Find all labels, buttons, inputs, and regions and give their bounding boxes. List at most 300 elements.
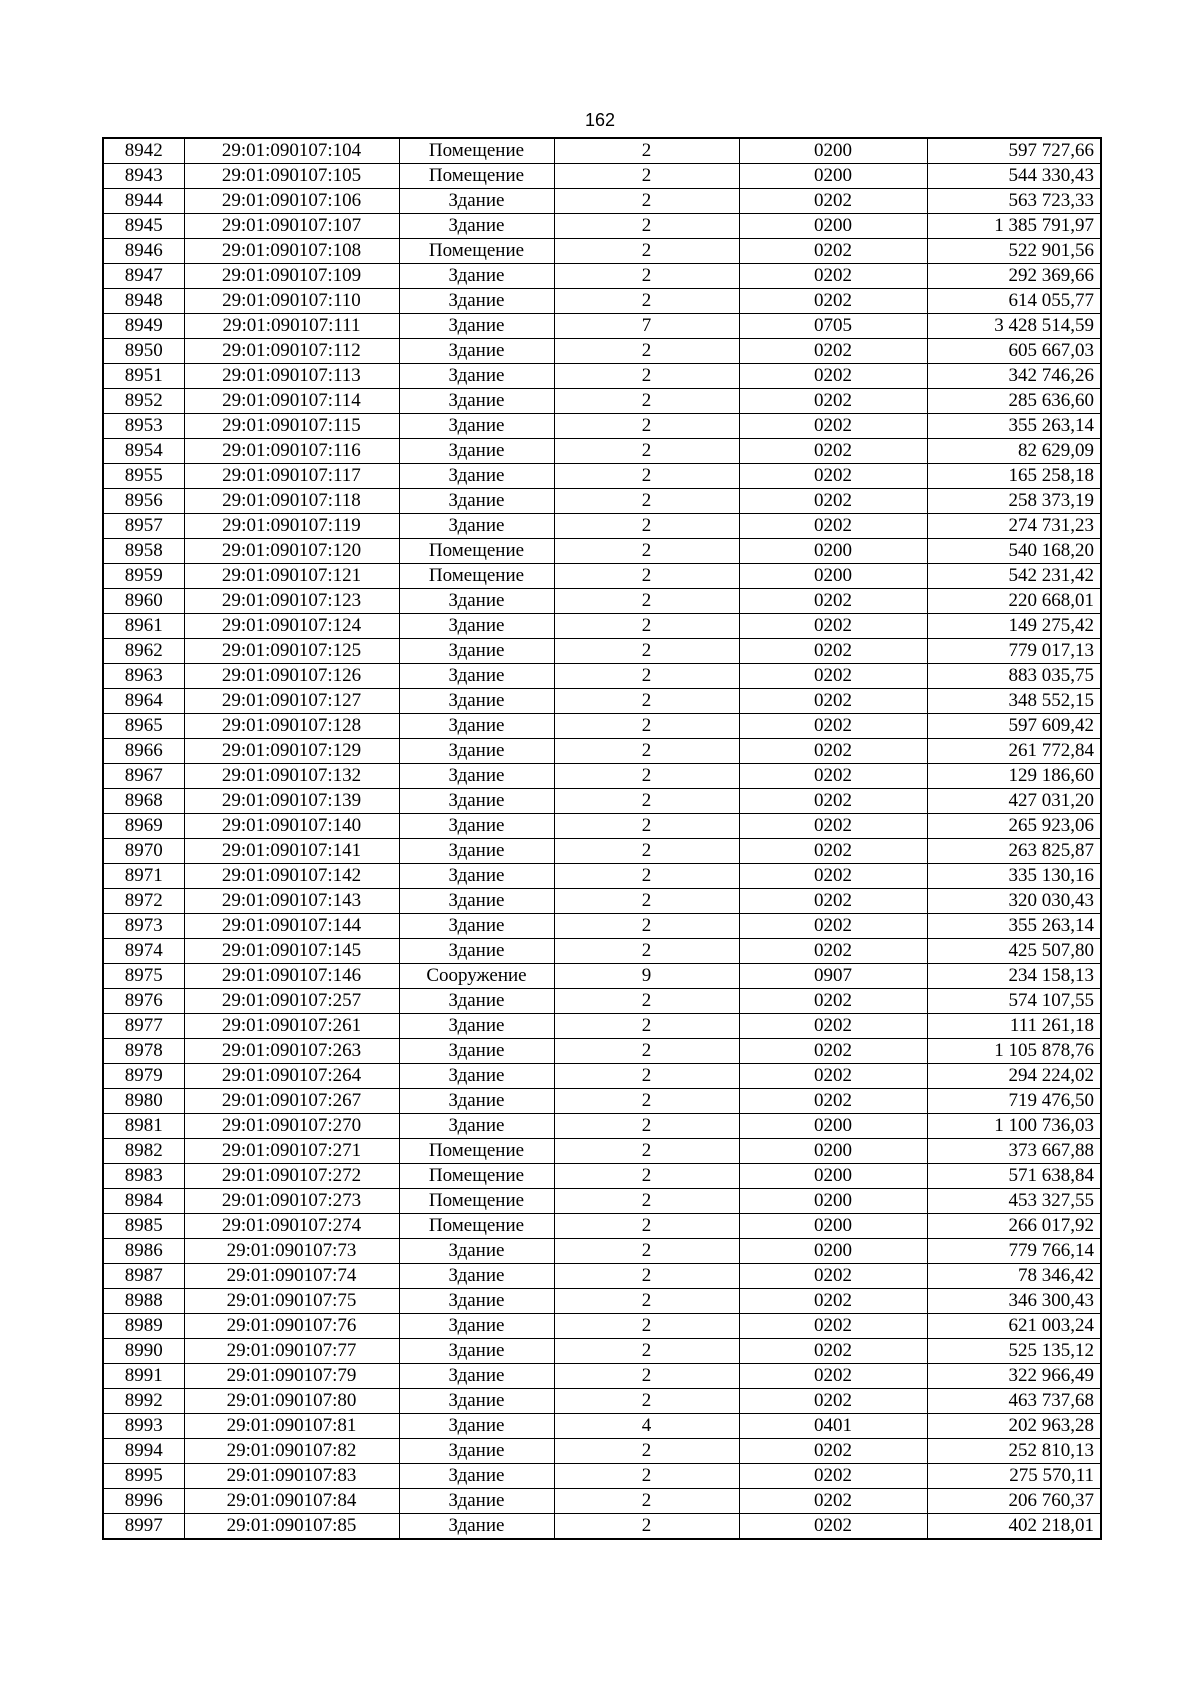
cadastral-number-cell: 29:01:090107:272 <box>184 1164 399 1189</box>
cadastral-number-cell: 29:01:090107:273 <box>184 1189 399 1214</box>
cadastral-number-cell: 29:01:090107:145 <box>184 939 399 964</box>
table-row <box>103 1039 1101 1064</box>
cadastral-value-cell: 883 035,75 <box>927 664 1101 689</box>
cadastral-value-cell: 542 231,42 <box>927 564 1101 589</box>
row-number-cell: 8961 <box>103 614 184 639</box>
group-cell: 2 <box>554 914 739 939</box>
group-cell: 2 <box>554 1039 739 1064</box>
row-number-cell: 8994 <box>103 1439 184 1464</box>
group-cell: 2 <box>554 439 739 464</box>
row-number-cell: 8943 <box>103 164 184 189</box>
row-number-cell: 8951 <box>103 364 184 389</box>
group-cell: 2 <box>554 514 739 539</box>
group-cell: 2 <box>554 689 739 714</box>
table-row <box>103 1164 1101 1189</box>
object-type-cell: Здание <box>399 339 554 364</box>
table-row <box>103 1389 1101 1414</box>
cadastral-number-cell: 29:01:090107:117 <box>184 464 399 489</box>
row-number-cell: 8944 <box>103 189 184 214</box>
cadastral-number-cell: 29:01:090107:75 <box>184 1289 399 1314</box>
subgroup-code-cell: 0202 <box>739 389 927 414</box>
subgroup-code-cell: 0200 <box>739 1139 927 1164</box>
cadastral-value-cell: 234 158,13 <box>927 964 1101 989</box>
cadastral-value-cell: 779 017,13 <box>927 639 1101 664</box>
cadastral-value-cell: 463 737,68 <box>927 1389 1101 1414</box>
object-type-cell: Помещение <box>399 164 554 189</box>
table-row <box>103 1289 1101 1314</box>
table-row <box>103 289 1101 314</box>
object-type-cell: Здание <box>399 864 554 889</box>
cadastral-value-cell: 265 923,06 <box>927 814 1101 839</box>
cadastral-value-cell: 1 100 736,03 <box>927 1114 1101 1139</box>
row-number-cell: 8960 <box>103 589 184 614</box>
table-row <box>103 639 1101 664</box>
group-cell: 2 <box>554 414 739 439</box>
table-row <box>103 714 1101 739</box>
cadastral-number-cell: 29:01:090107:143 <box>184 889 399 914</box>
table-row <box>103 664 1101 689</box>
cadastral-value-cell: 320 030,43 <box>927 889 1101 914</box>
row-number-cell: 8974 <box>103 939 184 964</box>
subgroup-code-cell: 0200 <box>739 1189 927 1214</box>
row-number-cell: 8989 <box>103 1314 184 1339</box>
subgroup-code-cell: 0202 <box>739 1464 927 1489</box>
object-type-cell: Здание <box>399 1414 554 1439</box>
table-row <box>103 1514 1101 1540</box>
cadastral-number-cell: 29:01:090107:104 <box>184 138 399 164</box>
row-number-cell: 8981 <box>103 1114 184 1139</box>
group-cell: 2 <box>554 739 739 764</box>
row-number-cell: 8990 <box>103 1339 184 1364</box>
object-type-cell: Здание <box>399 314 554 339</box>
table-row <box>103 1214 1101 1239</box>
table-row <box>103 914 1101 939</box>
row-number-cell: 8970 <box>103 839 184 864</box>
cadastral-value-cell: 275 570,11 <box>927 1464 1101 1489</box>
subgroup-code-cell: 0200 <box>739 1114 927 1139</box>
cadastral-value-cell: 165 258,18 <box>927 464 1101 489</box>
object-type-cell: Здание <box>399 364 554 389</box>
subgroup-code-cell: 0202 <box>739 414 927 439</box>
table-row <box>103 314 1101 339</box>
cadastral-value-cell: 252 810,13 <box>927 1439 1101 1464</box>
cadastral-number-cell: 29:01:090107:139 <box>184 789 399 814</box>
object-type-cell: Здание <box>399 689 554 714</box>
table-row <box>103 1264 1101 1289</box>
cadastral-number-cell: 29:01:090107:74 <box>184 1264 399 1289</box>
subgroup-code-cell: 0202 <box>739 189 927 214</box>
cadastral-number-cell: 29:01:090107:112 <box>184 339 399 364</box>
group-cell: 2 <box>554 989 739 1014</box>
group-cell: 2 <box>554 1364 739 1389</box>
object-type-cell: Здание <box>399 1089 554 1114</box>
table-row <box>103 814 1101 839</box>
object-type-cell: Здание <box>399 1364 554 1389</box>
cadastral-value-cell: 540 168,20 <box>927 539 1101 564</box>
cadastral-value-cell: 614 055,77 <box>927 289 1101 314</box>
table-row <box>103 989 1101 1014</box>
row-number-cell: 8948 <box>103 289 184 314</box>
object-type-cell: Помещение <box>399 1214 554 1239</box>
subgroup-code-cell: 0200 <box>739 564 927 589</box>
subgroup-code-cell: 0202 <box>739 664 927 689</box>
cadastral-value-cell: 355 263,14 <box>927 914 1101 939</box>
table-row <box>103 1139 1101 1164</box>
cadastral-value-cell: 597 609,42 <box>927 714 1101 739</box>
cadastral-number-cell: 29:01:090107:267 <box>184 1089 399 1114</box>
cadastral-value-cell: 285 636,60 <box>927 389 1101 414</box>
table-row <box>103 539 1101 564</box>
group-cell: 4 <box>554 1414 739 1439</box>
cadastral-number-cell: 29:01:090107:109 <box>184 264 399 289</box>
group-cell: 2 <box>554 214 739 239</box>
cadastral-number-cell: 29:01:090107:120 <box>184 539 399 564</box>
group-cell: 2 <box>554 164 739 189</box>
cadastral-value-cell: 258 373,19 <box>927 489 1101 514</box>
table-row <box>103 138 1101 164</box>
object-type-cell: Здание <box>399 1439 554 1464</box>
subgroup-code-cell: 0202 <box>739 589 927 614</box>
cadastral-number-cell: 29:01:090107:270 <box>184 1114 399 1139</box>
table-row <box>103 264 1101 289</box>
row-number-cell: 8977 <box>103 1014 184 1039</box>
cadastral-value-cell: 571 638,84 <box>927 1164 1101 1189</box>
table-row <box>103 839 1101 864</box>
object-type-cell: Здание <box>399 714 554 739</box>
group-cell: 9 <box>554 964 739 989</box>
cadastral-number-cell: 29:01:090107:113 <box>184 364 399 389</box>
subgroup-code-cell: 0202 <box>739 814 927 839</box>
group-cell: 2 <box>554 1139 739 1164</box>
row-number-cell: 8993 <box>103 1414 184 1439</box>
group-cell: 2 <box>554 264 739 289</box>
object-type-cell: Здание <box>399 939 554 964</box>
row-number-cell: 8996 <box>103 1489 184 1514</box>
object-type-cell: Здание <box>399 1314 554 1339</box>
group-cell: 2 <box>554 189 739 214</box>
table-row <box>103 1014 1101 1039</box>
subgroup-code-cell: 0202 <box>739 1264 927 1289</box>
object-type-cell: Здание <box>399 1264 554 1289</box>
object-type-cell: Здание <box>399 1114 554 1139</box>
cadastral-number-cell: 29:01:090107:141 <box>184 839 399 864</box>
object-type-cell: Здание <box>399 489 554 514</box>
subgroup-code-cell: 0202 <box>739 889 927 914</box>
object-type-cell: Помещение <box>399 138 554 164</box>
subgroup-code-cell: 0202 <box>739 839 927 864</box>
table-row <box>103 964 1101 989</box>
table-row <box>103 689 1101 714</box>
subgroup-code-cell: 0202 <box>739 489 927 514</box>
row-number-cell: 8975 <box>103 964 184 989</box>
object-type-cell: Здание <box>399 1039 554 1064</box>
subgroup-code-cell: 0202 <box>739 1039 927 1064</box>
subgroup-code-cell: 0907 <box>739 964 927 989</box>
group-cell: 2 <box>554 1214 739 1239</box>
group-cell: 2 <box>554 1314 739 1339</box>
object-type-cell: Здание <box>399 1014 554 1039</box>
subgroup-code-cell: 0202 <box>739 764 927 789</box>
subgroup-code-cell: 0202 <box>739 1489 927 1514</box>
table-row <box>103 364 1101 389</box>
group-cell: 2 <box>554 764 739 789</box>
cadastral-value-cell: 346 300,43 <box>927 1289 1101 1314</box>
group-cell: 2 <box>554 1389 739 1414</box>
object-type-cell: Помещение <box>399 1164 554 1189</box>
table-row <box>103 739 1101 764</box>
cadastral-number-cell: 29:01:090107:85 <box>184 1514 399 1540</box>
row-number-cell: 8984 <box>103 1189 184 1214</box>
page-number: 162 <box>584 110 616 130</box>
row-number-cell: 8971 <box>103 864 184 889</box>
row-number-cell: 8976 <box>103 989 184 1014</box>
cadastral-value-cell: 261 772,84 <box>927 739 1101 764</box>
object-type-cell: Сооружение <box>399 964 554 989</box>
table-row <box>103 1314 1101 1339</box>
subgroup-code-cell: 0202 <box>739 1339 927 1364</box>
object-type-cell: Здание <box>399 1339 554 1364</box>
subgroup-code-cell: 0202 <box>739 514 927 539</box>
cadastral-number-cell: 29:01:090107:83 <box>184 1464 399 1489</box>
object-type-cell: Помещение <box>399 1189 554 1214</box>
subgroup-code-cell: 0202 <box>739 1064 927 1089</box>
group-cell: 2 <box>554 939 739 964</box>
group-cell: 2 <box>554 1189 739 1214</box>
object-type-cell: Здание <box>399 264 554 289</box>
row-number-cell: 8986 <box>103 1239 184 1264</box>
row-number-cell: 8956 <box>103 489 184 514</box>
table-row <box>103 614 1101 639</box>
cadastral-number-cell: 29:01:090107:126 <box>184 664 399 689</box>
object-type-cell: Здание <box>399 464 554 489</box>
object-type-cell: Здание <box>399 514 554 539</box>
table-row <box>103 189 1101 214</box>
cadastral-value-cell: 294 224,02 <box>927 1064 1101 1089</box>
subgroup-code-cell: 0202 <box>739 914 927 939</box>
row-number-cell: 8972 <box>103 889 184 914</box>
object-type-cell: Здание <box>399 664 554 689</box>
row-number-cell: 8982 <box>103 1139 184 1164</box>
row-number-cell: 8987 <box>103 1264 184 1289</box>
row-number-cell: 8957 <box>103 514 184 539</box>
cadastral-value-cell: 111 261,18 <box>927 1014 1101 1039</box>
cadastral-number-cell: 29:01:090107:82 <box>184 1439 399 1464</box>
object-type-cell: Здание <box>399 789 554 814</box>
cadastral-number-cell: 29:01:090107:144 <box>184 914 399 939</box>
row-number-cell: 8967 <box>103 764 184 789</box>
subgroup-code-cell: 0202 <box>739 1389 927 1414</box>
row-number-cell: 8964 <box>103 689 184 714</box>
subgroup-code-cell: 0202 <box>739 239 927 264</box>
table-row <box>103 214 1101 239</box>
cadastral-value-cell: 348 552,15 <box>927 689 1101 714</box>
cadastral-value-cell: 605 667,03 <box>927 339 1101 364</box>
object-type-cell: Здание <box>399 1389 554 1414</box>
row-number-cell: 8997 <box>103 1514 184 1540</box>
table-row <box>103 564 1101 589</box>
table-row <box>103 489 1101 514</box>
subgroup-code-cell: 0202 <box>739 789 927 814</box>
subgroup-code-cell: 0705 <box>739 314 927 339</box>
object-type-cell: Помещение <box>399 564 554 589</box>
group-cell: 2 <box>554 239 739 264</box>
table-row <box>103 1489 1101 1514</box>
group-cell: 2 <box>554 1464 739 1489</box>
object-type-cell: Здание <box>399 289 554 314</box>
subgroup-code-cell: 0200 <box>739 214 927 239</box>
cadastral-value-cell: 78 346,42 <box>927 1264 1101 1289</box>
table-row <box>103 864 1101 889</box>
group-cell: 2 <box>554 1289 739 1314</box>
cadastral-value-cell: 563 723,33 <box>927 189 1101 214</box>
object-type-cell: Помещение <box>399 239 554 264</box>
group-cell: 2 <box>554 1264 739 1289</box>
table-row <box>103 1189 1101 1214</box>
subgroup-code-cell: 0202 <box>739 1089 927 1114</box>
cadastral-number-cell: 29:01:090107:146 <box>184 964 399 989</box>
group-cell: 2 <box>554 564 739 589</box>
object-type-cell: Здание <box>399 764 554 789</box>
subgroup-code-cell: 0202 <box>739 939 927 964</box>
table-row <box>103 1439 1101 1464</box>
row-number-cell: 8949 <box>103 314 184 339</box>
cadastral-number-cell: 29:01:090107:108 <box>184 239 399 264</box>
cadastral-value-cell: 402 218,01 <box>927 1514 1101 1540</box>
subgroup-code-cell: 0202 <box>739 439 927 464</box>
table-row <box>103 464 1101 489</box>
table-row <box>103 1464 1101 1489</box>
group-cell: 2 <box>554 1514 739 1540</box>
object-type-cell: Здание <box>399 589 554 614</box>
table-row <box>103 514 1101 539</box>
table-row <box>103 1064 1101 1089</box>
cadastral-number-cell: 29:01:090107:124 <box>184 614 399 639</box>
subgroup-code-cell: 0202 <box>739 864 927 889</box>
row-number-cell: 8995 <box>103 1464 184 1489</box>
subgroup-code-cell: 0202 <box>739 1439 927 1464</box>
object-type-cell: Здание <box>399 439 554 464</box>
group-cell: 2 <box>554 839 739 864</box>
cadastral-value-cell: 719 476,50 <box>927 1089 1101 1114</box>
table-row <box>103 939 1101 964</box>
cadastral-value-cell: 3 428 514,59 <box>927 314 1101 339</box>
cadastral-number-cell: 29:01:090107:261 <box>184 1014 399 1039</box>
cadastral-number-cell: 29:01:090107:119 <box>184 514 399 539</box>
cadastral-value-cell: 149 275,42 <box>927 614 1101 639</box>
row-number-cell: 8983 <box>103 1164 184 1189</box>
subgroup-code-cell: 0401 <box>739 1414 927 1439</box>
object-type-cell: Здание <box>399 214 554 239</box>
object-type-cell: Здание <box>399 989 554 1014</box>
object-type-cell: Здание <box>399 189 554 214</box>
subgroup-code-cell: 0200 <box>739 539 927 564</box>
row-number-cell: 8954 <box>103 439 184 464</box>
cadastral-number-cell: 29:01:090107:142 <box>184 864 399 889</box>
group-cell: 2 <box>554 1339 739 1364</box>
group-cell: 2 <box>554 464 739 489</box>
group-cell: 2 <box>554 1114 739 1139</box>
cadastral-number-cell: 29:01:090107:115 <box>184 414 399 439</box>
row-number-cell: 8968 <box>103 789 184 814</box>
cadastral-number-cell: 29:01:090107:271 <box>184 1139 399 1164</box>
cadastral-value-cell: 522 901,56 <box>927 239 1101 264</box>
object-type-cell: Здание <box>399 1239 554 1264</box>
subgroup-code-cell: 0202 <box>739 1014 927 1039</box>
object-type-cell: Здание <box>399 1514 554 1540</box>
cadastral-number-cell: 29:01:090107:118 <box>184 489 399 514</box>
cadastral-value-cell: 425 507,80 <box>927 939 1101 964</box>
cadastral-value-cell: 373 667,88 <box>927 1139 1101 1164</box>
row-number-cell: 8955 <box>103 464 184 489</box>
cadastral-number-cell: 29:01:090107:110 <box>184 289 399 314</box>
group-cell: 2 <box>554 1239 739 1264</box>
table-body <box>103 138 1101 1539</box>
subgroup-code-cell: 0202 <box>739 1514 927 1540</box>
group-cell: 2 <box>554 289 739 314</box>
subgroup-code-cell: 0202 <box>739 464 927 489</box>
cadastral-value-cell: 355 263,14 <box>927 414 1101 439</box>
subgroup-code-cell: 0202 <box>739 639 927 664</box>
subgroup-code-cell: 0202 <box>739 989 927 1014</box>
table-row <box>103 789 1101 814</box>
row-number-cell: 8978 <box>103 1039 184 1064</box>
object-type-cell: Помещение <box>399 1139 554 1164</box>
cadastral-number-cell: 29:01:090107:121 <box>184 564 399 589</box>
group-cell: 2 <box>554 1064 739 1089</box>
table-row <box>103 1239 1101 1264</box>
cadastral-number-cell: 29:01:090107:274 <box>184 1214 399 1239</box>
group-cell: 2 <box>554 138 739 164</box>
group-cell: 2 <box>554 589 739 614</box>
cadastral-number-cell: 29:01:090107:125 <box>184 639 399 664</box>
cadastral-value-cell: 274 731,23 <box>927 514 1101 539</box>
group-cell: 2 <box>554 389 739 414</box>
cadastral-value-cell: 202 963,28 <box>927 1414 1101 1439</box>
subgroup-code-cell: 0200 <box>739 1239 927 1264</box>
object-type-cell: Здание <box>399 839 554 864</box>
cadastral-value-cell: 263 825,87 <box>927 839 1101 864</box>
cadastral-number-cell: 29:01:090107:128 <box>184 714 399 739</box>
subgroup-code-cell: 0200 <box>739 138 927 164</box>
table-row <box>103 1089 1101 1114</box>
cadastral-number-cell: 29:01:090107:73 <box>184 1239 399 1264</box>
cadastral-value-cell: 574 107,55 <box>927 989 1101 1014</box>
row-number-cell: 8952 <box>103 389 184 414</box>
subgroup-code-cell: 0200 <box>739 1214 927 1239</box>
cadastral-number-cell: 29:01:090107:132 <box>184 764 399 789</box>
cadastral-number-cell: 29:01:090107:263 <box>184 1039 399 1064</box>
group-cell: 2 <box>554 614 739 639</box>
object-type-cell: Здание <box>399 414 554 439</box>
cadastral-number-cell: 29:01:090107:257 <box>184 989 399 1014</box>
subgroup-code-cell: 0202 <box>739 1289 927 1314</box>
row-number-cell: 8991 <box>103 1364 184 1389</box>
cadastral-number-cell: 29:01:090107:111 <box>184 314 399 339</box>
object-type-cell: Здание <box>399 914 554 939</box>
row-number-cell: 8947 <box>103 264 184 289</box>
object-type-cell: Здание <box>399 389 554 414</box>
cadastral-number-cell: 29:01:090107:84 <box>184 1489 399 1514</box>
subgroup-code-cell: 0202 <box>739 739 927 764</box>
cadastral-value-cell: 82 629,09 <box>927 439 1101 464</box>
cadastral-number-cell: 29:01:090107:79 <box>184 1364 399 1389</box>
subgroup-code-cell: 0202 <box>739 289 927 314</box>
object-type-cell: Здание <box>399 1289 554 1314</box>
object-type-cell: Здание <box>399 889 554 914</box>
group-cell: 2 <box>554 664 739 689</box>
group-cell: 2 <box>554 1489 739 1514</box>
cadastral-value-cell: 335 130,16 <box>927 864 1101 889</box>
